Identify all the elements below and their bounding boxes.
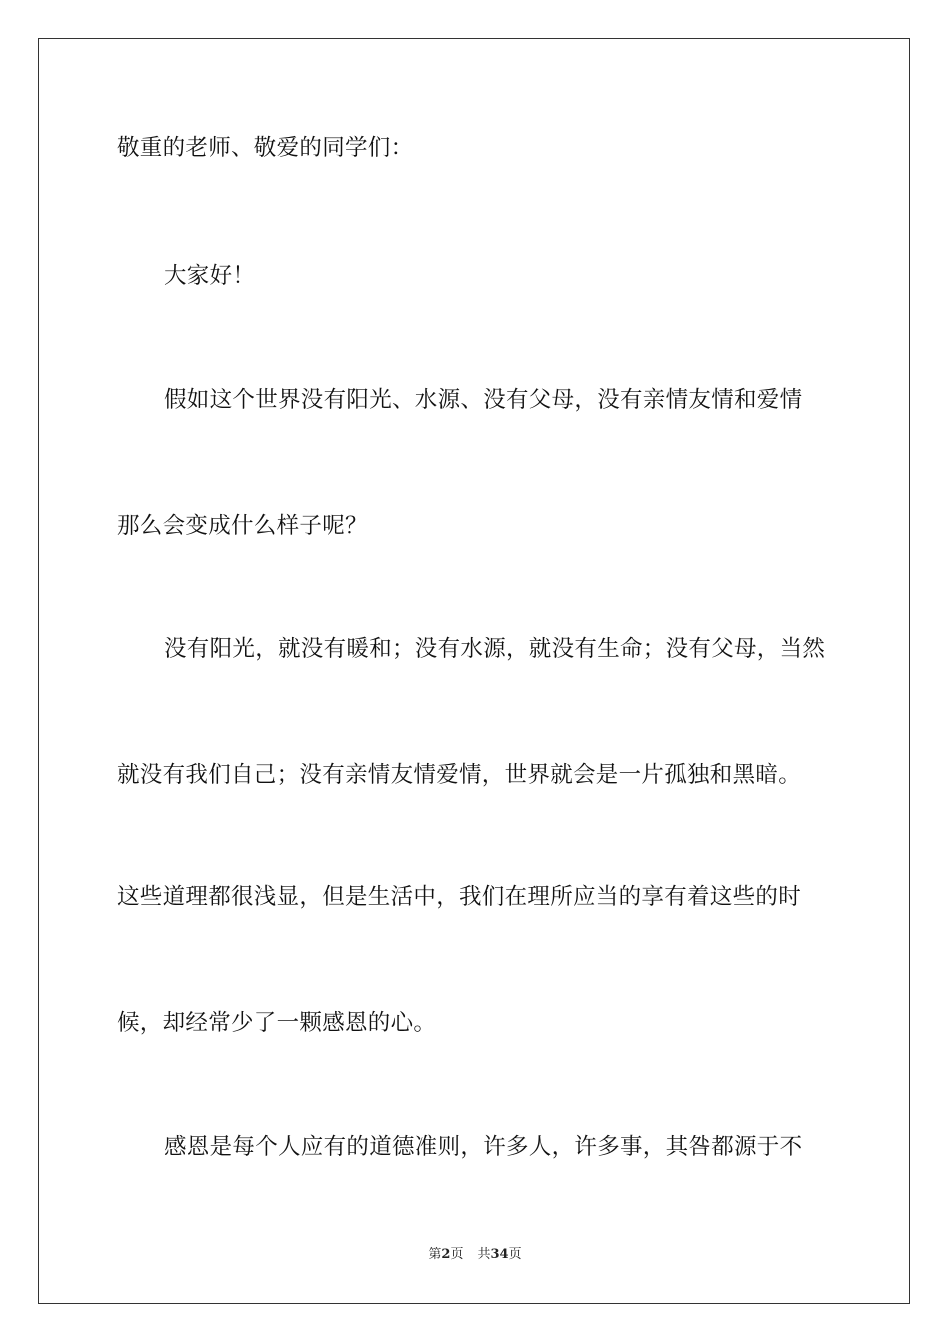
greeting-line: 大家好！ bbox=[164, 263, 256, 289]
total-pages: 34 bbox=[490, 1247, 509, 1262]
body-line: 这些道理都很浅显，但是生活中，我们在理所应当的享有着这些的时 bbox=[117, 884, 802, 910]
page-prefix: 第 bbox=[428, 1247, 442, 1262]
total-suffix: 页 bbox=[508, 1247, 522, 1262]
body-line: 感恩是每个人应有的道德准则，许多人，许多事，其咎都源于不 bbox=[164, 1134, 803, 1160]
body-line: 那么会变成什么样子呢？ bbox=[117, 513, 368, 539]
page-suffix: 页 bbox=[450, 1247, 464, 1262]
page-border bbox=[38, 38, 910, 1304]
body-line: 假如这个世界没有阳光、水源、没有父母，没有亲情友情和爱情 bbox=[164, 387, 803, 413]
salutation-line: 敬重的老师、敬爱的同学们： bbox=[117, 135, 414, 161]
page-number: 2 bbox=[441, 1247, 451, 1262]
body-line: 候，却经常少了一颗感恩的心。 bbox=[117, 1010, 437, 1036]
body-line: 没有阳光，就没有暖和；没有水源，就没有生命；没有父母，当然 bbox=[164, 636, 826, 662]
total-prefix: 共 bbox=[477, 1247, 491, 1262]
page-footer bbox=[0, 1246, 950, 1264]
body-line: 就没有我们自己；没有亲情友情爱情，世界就会是一片孤独和黑暗。 bbox=[117, 762, 802, 788]
